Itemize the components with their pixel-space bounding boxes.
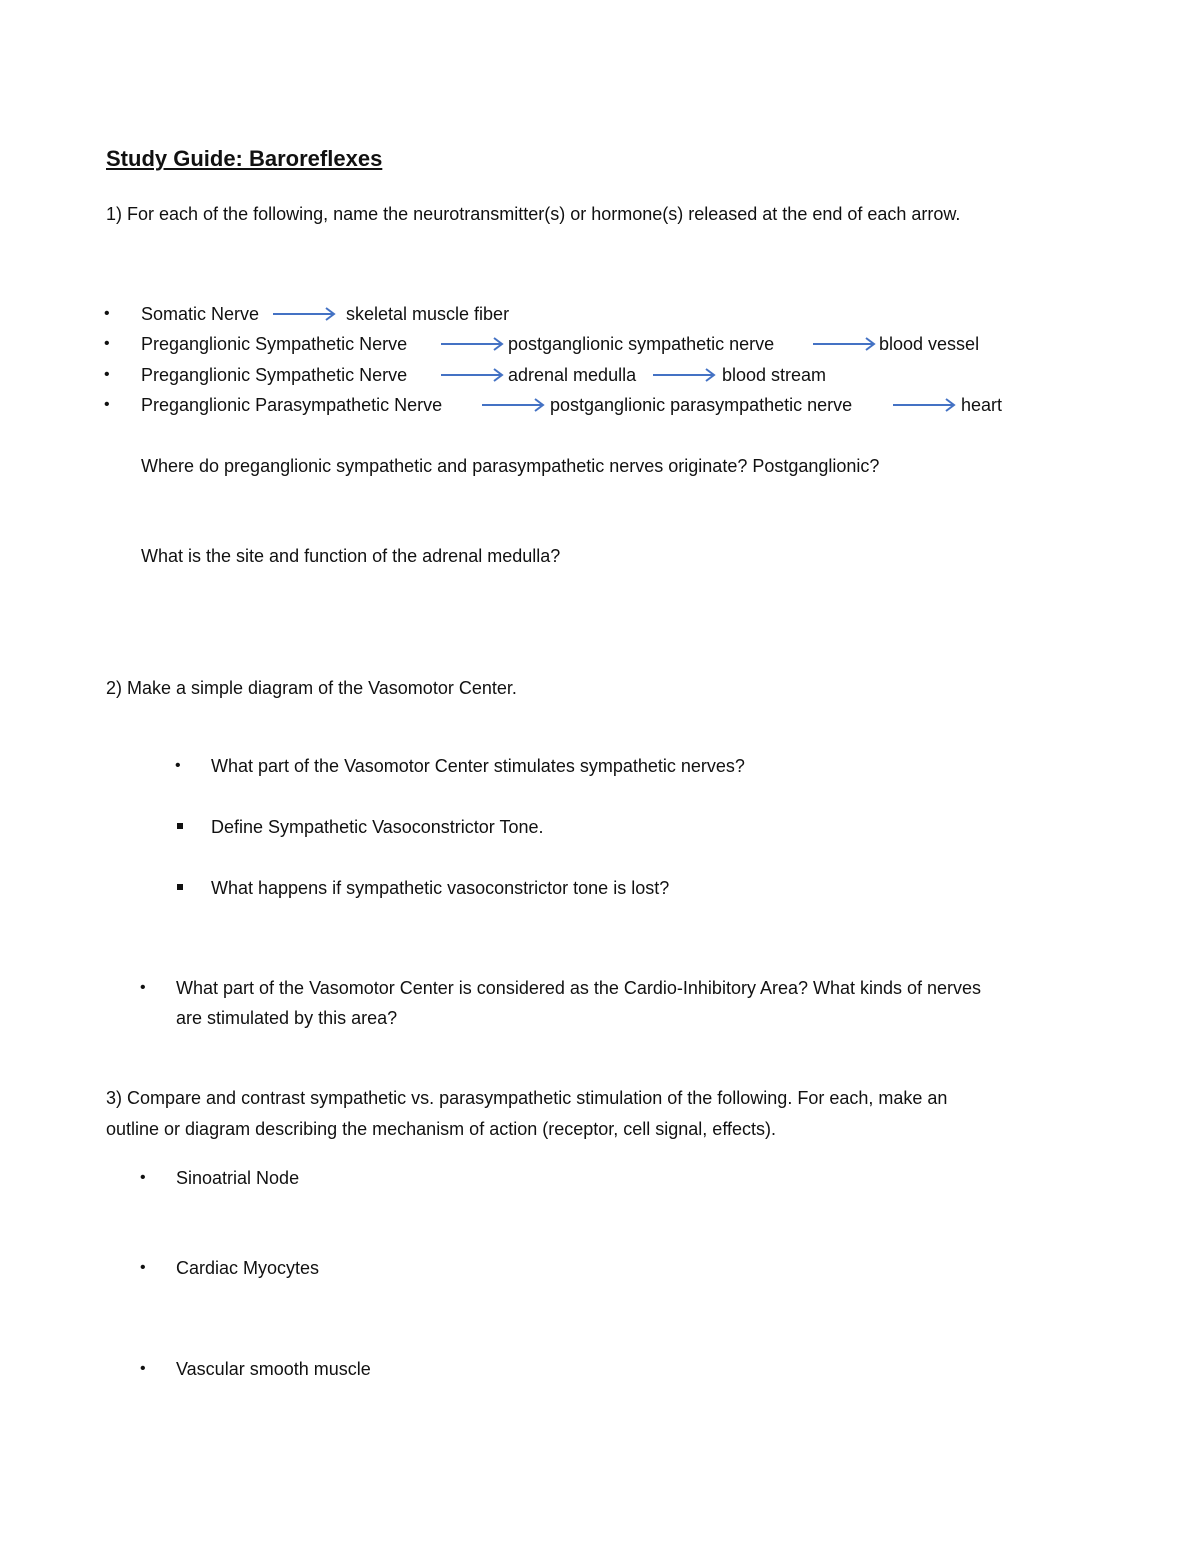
q3-item: Cardiac Myocytes [176,1258,320,1278]
row3-source: Preganglionic Sympathetic Nerve [141,365,408,385]
q2-cardio-line2: are stimulated by this area? [176,1008,398,1028]
q2-sub1: What part of the Vasomotor Center stimulates sympathetic nerves? [211,756,745,776]
bullet-icon: • [140,1259,146,1276]
q1-prompt: 1) For each of the following, name the neurotransmitter(s) or hormone(s) released at the end of each arrow. [106,204,961,224]
row3-target: blood stream [722,365,827,385]
bullet-icon: • [140,1360,146,1377]
bullet-icon: • [104,396,110,413]
q3-prompt-line2: outline or diagram describing the mechanism of action (receptor, cell signal, effects). [106,1119,776,1139]
bullet-icon: • [140,1169,146,1186]
row1-source: Somatic Nerve [141,304,260,324]
row2-middle: postganglionic sympathetic nerve [508,334,775,354]
arrow-icon [440,366,506,384]
row4-source: Preganglionic Parasympathetic Nerve [141,395,443,415]
arrow-icon [440,335,506,353]
row4-middle: postganglionic parasympathetic nerve [550,395,853,415]
bullet-icon: • [104,366,110,383]
bullet-icon: • [104,305,110,322]
arrow-icon [892,396,958,414]
q3-item: Vascular smooth muscle [176,1359,371,1379]
page-title: Study Guide: Baroreflexes [106,146,383,171]
row2-source: Preganglionic Sympathetic Nerve [141,334,408,354]
row4-target: heart [961,395,1003,415]
arrow-icon [481,396,547,414]
q2-sub2: Define Sympathetic Vasoconstrictor Tone. [211,817,544,837]
square-bullet-icon [177,884,183,890]
adrenal-question: What is the site and function of the adrenal medulla? [141,546,561,566]
origin-question: Where do preganglionic sympathetic and parasympathetic nerves originate? Postganglionic? [141,456,880,476]
arrow-icon [652,366,718,384]
arrow-icon [812,335,878,353]
q2-sub3: What happens if sympathetic vasoconstrictor tone is lost? [211,878,670,898]
q2-cardio-line1: What part of the Vasomotor Center is considered as the Cardio-Inhibitory Area? What kinds of nerves [176,978,982,998]
bullet-icon: • [104,335,110,352]
bullet-icon: • [140,979,146,996]
row2-target: blood vessel [879,334,980,354]
row1-target: skeletal muscle fiber [346,304,510,324]
q3-item: Sinoatrial Node [176,1168,300,1188]
q2-prompt: 2) Make a simple diagram of the Vasomotor Center. [106,678,517,698]
square-bullet-icon [177,823,183,829]
bullet-icon: • [175,757,181,774]
q3-prompt-line1: 3) Compare and contrast sympathetic vs. parasympathetic stimulation of the following. For each, make an [106,1088,948,1108]
row3-middle: adrenal medulla [508,365,637,385]
arrow-icon [272,305,338,323]
